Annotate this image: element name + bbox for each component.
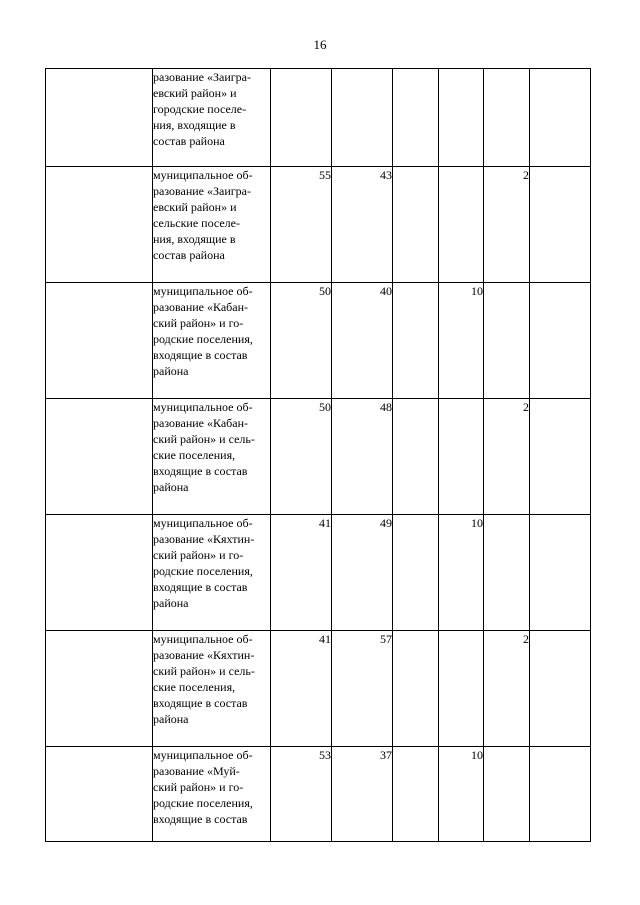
value-cell: 10 <box>439 283 484 399</box>
row-description-cell <box>153 631 271 747</box>
table-row <box>46 631 591 747</box>
value-cell <box>484 747 530 842</box>
value-cell <box>439 631 484 747</box>
value-cell: 50 <box>271 283 332 399</box>
value-cell <box>393 69 439 167</box>
value-cell <box>393 399 439 515</box>
table-row <box>46 515 591 631</box>
row-description: муниципальное об- разование «Муй- ский район» и го- родские поселения, входящие в состав <box>153 748 253 826</box>
value-cell: 49 <box>332 515 393 631</box>
value-cell <box>484 283 530 399</box>
value-cell <box>393 515 439 631</box>
value-cell <box>530 399 591 515</box>
table-row <box>46 283 591 399</box>
value-cell <box>393 747 439 842</box>
value-cell: 50 <box>271 399 332 515</box>
empty-cell <box>46 399 153 515</box>
value-cell: 53 <box>271 747 332 842</box>
value-cell <box>484 69 530 167</box>
page-number: 16 <box>313 37 327 52</box>
value-cell: 57 <box>332 631 393 747</box>
row-description: муниципальное об- разование «Кабан- ский район» и сель- ские поселения, входящие в состав района <box>153 400 255 494</box>
table-body <box>46 69 591 842</box>
row-description: муниципальное об- разование «Кабан- ский район» и го- родские поселения, входящие в состав района <box>153 284 253 378</box>
row-description: муниципальное об- разование «Заигра- евский район» и сельские поселе- ния, входящие в состав района <box>153 168 253 262</box>
empty-cell <box>46 515 153 631</box>
value-cell: 2 <box>484 399 530 515</box>
value-cell: 40 <box>332 283 393 399</box>
value-cell: 10 <box>439 515 484 631</box>
value-cell: 2 <box>484 167 530 283</box>
row-description: разование «Заигра- евский район» и городские поселе- ния, входящие в состав района <box>153 70 252 148</box>
empty-cell <box>46 631 153 747</box>
value-cell <box>530 747 591 842</box>
row-description-cell <box>153 167 271 283</box>
value-cell: 55 <box>271 167 332 283</box>
row-description-cell <box>153 69 271 167</box>
value-cell <box>530 167 591 283</box>
value-cell: 37 <box>332 747 393 842</box>
value-cell <box>393 631 439 747</box>
value-cell: 48 <box>332 399 393 515</box>
empty-cell <box>46 69 153 167</box>
empty-cell <box>46 167 153 283</box>
value-cell <box>530 283 591 399</box>
data-table <box>45 68 591 842</box>
value-cell <box>484 515 530 631</box>
table-row <box>46 747 591 842</box>
value-cell <box>393 167 439 283</box>
row-description-cell <box>153 283 271 399</box>
row-description-cell <box>153 399 271 515</box>
row-description-cell <box>153 515 271 631</box>
empty-cell <box>46 283 153 399</box>
value-cell: 41 <box>271 515 332 631</box>
row-description: муниципальное об- разование «Кяхтин- ский район» и сель- ские поселения, входящие в состав района <box>153 632 255 726</box>
value-cell <box>530 69 591 167</box>
value-cell <box>439 69 484 167</box>
value-cell: 10 <box>439 747 484 842</box>
row-description: муниципальное об- разование «Кяхтин- ский район» и го- родские поселения, входящие в состав района <box>153 516 255 610</box>
empty-cell <box>46 747 153 842</box>
value-cell: 43 <box>332 167 393 283</box>
value-cell <box>393 283 439 399</box>
table-row <box>46 399 591 515</box>
table-row <box>46 167 591 283</box>
value-cell <box>530 631 591 747</box>
value-cell <box>271 69 332 167</box>
value-cell <box>439 399 484 515</box>
row-description-cell <box>153 747 271 842</box>
table-row <box>46 69 591 167</box>
value-cell: 2 <box>484 631 530 747</box>
value-cell <box>530 515 591 631</box>
value-cell: 41 <box>271 631 332 747</box>
value-cell <box>332 69 393 167</box>
value-cell <box>439 167 484 283</box>
